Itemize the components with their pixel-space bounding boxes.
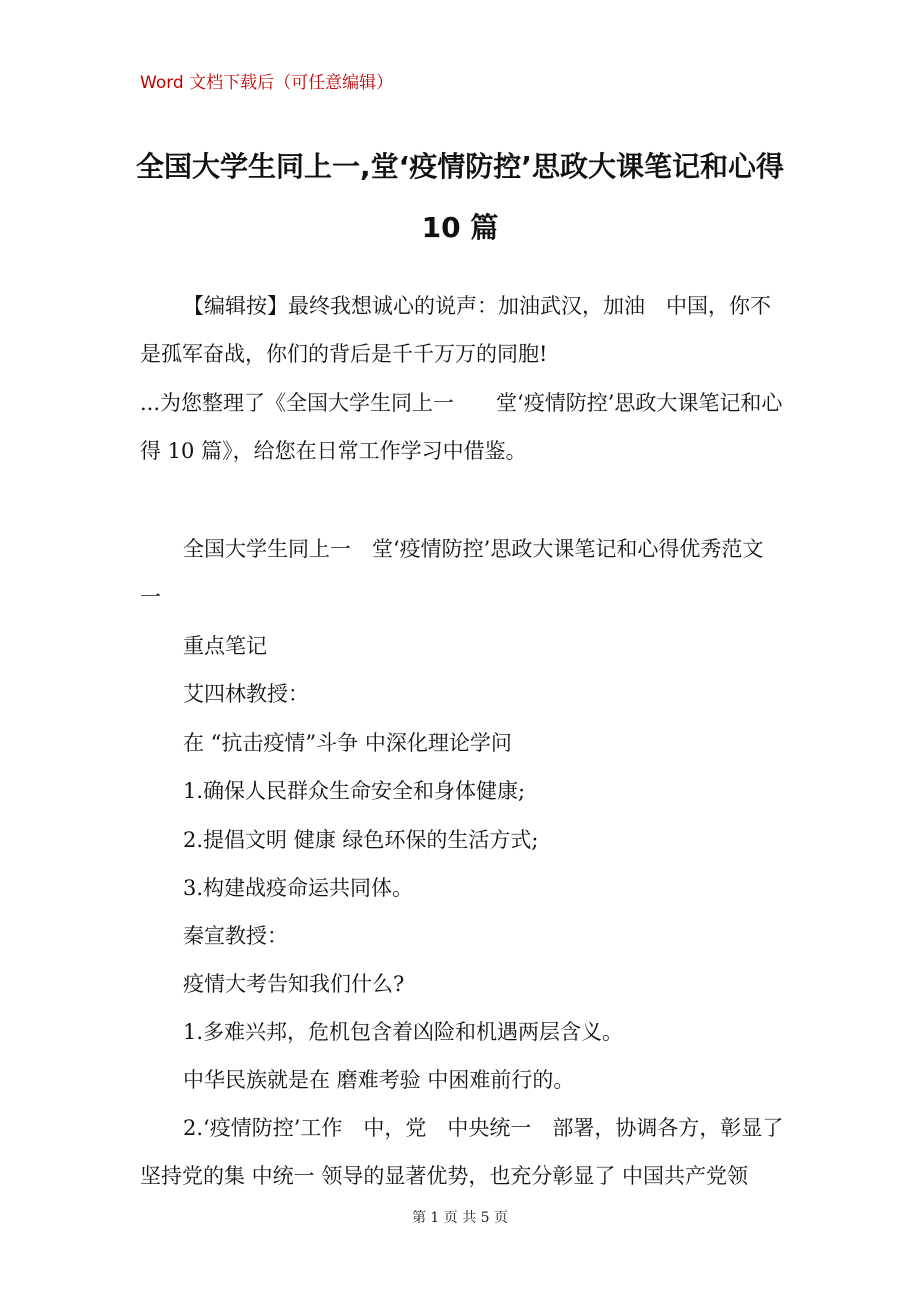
body-line: 3.构建战疫命运共同体。 xyxy=(183,876,414,900)
document-title-line-2: 10 篇 xyxy=(421,211,499,244)
document-title-line-1: 全国大学生同上一,堂‘疫情防控’思政大课笔记和心得 xyxy=(136,150,784,183)
page-number-footer: 第 1 页 共 5 页 xyxy=(411,1210,509,1226)
last-para-line-2: 坚持党的集 中统一 领导的显著优势，也充分彰显了 中国共产党领 xyxy=(140,1164,749,1188)
intro-line-4: 得 10 篇》，给您在日常工作学习中借鉴。 xyxy=(140,439,527,463)
body-line: 秦宣教授： xyxy=(183,924,288,948)
section-title-line-2: 一 xyxy=(140,585,161,609)
body-line: 疫情大考告知我们什么? xyxy=(183,972,405,996)
body-line: 中华民族就是在 磨难考验 中困难前行的。 xyxy=(183,1068,575,1092)
intro-line-1: 【编辑按】最终我想诚心的说声：加油武汉，加油 中国，你不 xyxy=(183,294,771,318)
section-title-line-1: 全国大学生同上一 堂‘疫情防控’思政大课笔记和心得优秀范文 xyxy=(183,537,764,561)
intro-line-3: ...为您整理了《全国大学生同上一 堂‘疫情防控’思政大课笔记和心 xyxy=(140,391,783,415)
body-line: 2.提倡文明 健康 绿色环保的生活方式; xyxy=(183,828,539,852)
body-line: 艾四林教授： xyxy=(183,682,309,706)
last-para-line-1: 2.‘疫情防控’工作 中，党 中央统一 部署，协调各方，彰显了 xyxy=(183,1116,784,1140)
body-line: 重点笔记 xyxy=(183,634,267,658)
body-line: 1.确保人民群众生命安全和身体健康; xyxy=(183,779,526,803)
download-note: Word 文档下载后（可任意编辑） xyxy=(140,73,394,93)
body-line: 在 “抗击疫情”斗争 中深化理论学问 xyxy=(183,731,512,755)
intro-line-2: 是孤军奋战，你们的背后是千千万万的同胞! xyxy=(140,342,548,366)
body-line: 1.多难兴邦，危机包含着凶险和机遇两层含义。 xyxy=(183,1020,624,1044)
